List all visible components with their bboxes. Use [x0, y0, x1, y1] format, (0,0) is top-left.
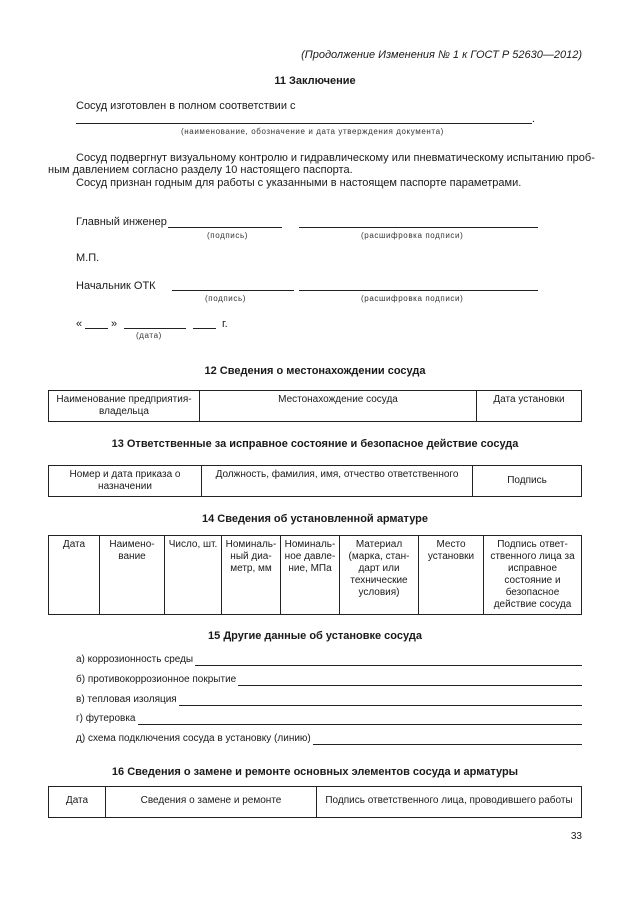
location-table	[48, 390, 582, 422]
table-header-cell: Подпись	[473, 466, 582, 497]
fittings-table	[48, 535, 582, 615]
chief-engineer-label: Главный инженер	[76, 216, 167, 228]
table-header-cell: Местонахождение сосуда	[200, 391, 477, 422]
table-header-cell: Подпись ответственного лица, проводившего работы	[317, 787, 582, 818]
inspection-text-line2: ным давлением согласно разделу 10 настоящего паспорта.	[48, 164, 353, 176]
date-caption: (дата)	[136, 331, 162, 340]
fit-for-work-text: Сосуд признан годным для работы с указанными в настоящем паспорте параметрами.	[76, 177, 522, 189]
continuation-header: (Продолжение Изменения № 1 к ГОСТ Р 52630—2012)	[301, 49, 582, 61]
table-header-cell: Наименование предприятия-владельца	[49, 391, 200, 422]
page-number: 33	[570, 831, 582, 842]
date-day-line	[85, 328, 108, 329]
section-16-title: 16 Сведения о замене и ремонте основных элементов сосуда и арматуры	[111, 766, 519, 778]
inspection-text-line1: Сосуд подвергнут визуальному контролю и гидравлическому или пневматическому испытанию проб-	[76, 152, 595, 164]
stamp-label: М.П.	[76, 252, 100, 264]
table-header-cell: Номиналь-ное давле-ние, МПа	[281, 536, 340, 615]
section-14-title: 14 Сведения об установленной арматуре	[201, 513, 429, 525]
document-fill-line	[76, 123, 532, 124]
table-row	[49, 787, 582, 818]
date-month-line	[124, 328, 186, 329]
field-label: в) тепловая изоляция	[76, 694, 177, 705]
chief-engineer-signature-line	[168, 227, 282, 228]
section-11-title: 11 Заключение	[274, 75, 356, 87]
section-15-title: 15 Другие данные об установке сосуда	[208, 630, 422, 642]
otk-signature-line	[172, 290, 294, 291]
chief-engineer-decode-caption: (расшифровка подписи)	[361, 231, 464, 240]
table-header-cell: Номер и дата приказа о назначении	[49, 466, 202, 497]
table-header-cell: Должность, фамилия, имя, отчество ответственного	[202, 466, 473, 497]
document-caption: (наименование, обозначение и дата утверждения документа)	[181, 127, 444, 136]
table-row	[49, 391, 582, 422]
connection-scheme-field[interactable]	[76, 732, 582, 745]
field-label: г) футеровка	[76, 713, 136, 724]
section-12-title: 12 Сведения о местонахождении сосуда	[204, 365, 426, 377]
section-13-title: 13 Ответственные за исправное состояние и безопасное действие сосуда	[111, 438, 519, 450]
table-header-cell: Материал (марка, стан-дарт или технические условия)	[340, 536, 419, 615]
chief-engineer-decode-line	[299, 227, 538, 228]
lining-field[interactable]	[76, 712, 582, 725]
table-header-cell: Сведения о замене и ремонте	[106, 787, 317, 818]
table-header-cell: Наимено-вание	[100, 536, 165, 615]
thermal-insulation-field[interactable]	[76, 693, 582, 706]
date-year-label: г.	[222, 318, 228, 330]
field-label: д) схема подключения сосуда в установку (линию)	[76, 733, 311, 744]
fill-line	[76, 724, 582, 725]
manufactured-text: Сосуд изготовлен в полном соответствии с	[76, 100, 296, 112]
table-header-cell: Подпись ответ-ственного лица за исправное состояние и безопасное действие сосуда	[484, 536, 582, 615]
field-label: а) коррозионность среды	[76, 654, 194, 665]
anticorrosion-coating-field[interactable]	[76, 673, 582, 686]
table-header-cell: Номиналь-ный диа-метр, мм	[222, 536, 281, 615]
field-label: б) противокоррозионное покрытие	[76, 674, 237, 685]
otk-decode-caption: (расшифровка подписи)	[361, 294, 464, 303]
table-header-cell: Число, шт.	[165, 536, 222, 615]
table-header-cell: Дата установки	[477, 391, 582, 422]
otk-head-label: Начальник ОТК	[76, 280, 156, 292]
date-year-line	[193, 328, 216, 329]
otk-decode-line	[299, 290, 538, 291]
date-close-quote: »	[111, 318, 118, 330]
repair-table	[48, 786, 582, 818]
chief-engineer-signature-caption: (подпись)	[207, 231, 248, 240]
responsible-table	[48, 465, 582, 497]
table-header-cell: Дата	[49, 536, 100, 615]
table-header-cell: Дата	[49, 787, 106, 818]
document-line-dot: .	[532, 113, 536, 125]
table-row	[49, 466, 582, 497]
otk-signature-caption: (подпись)	[205, 294, 246, 303]
corrosion-field[interactable]	[76, 653, 582, 666]
table-header-cell: Место установки	[419, 536, 484, 615]
table-row	[49, 536, 582, 615]
date-open-quote: «	[76, 318, 83, 330]
